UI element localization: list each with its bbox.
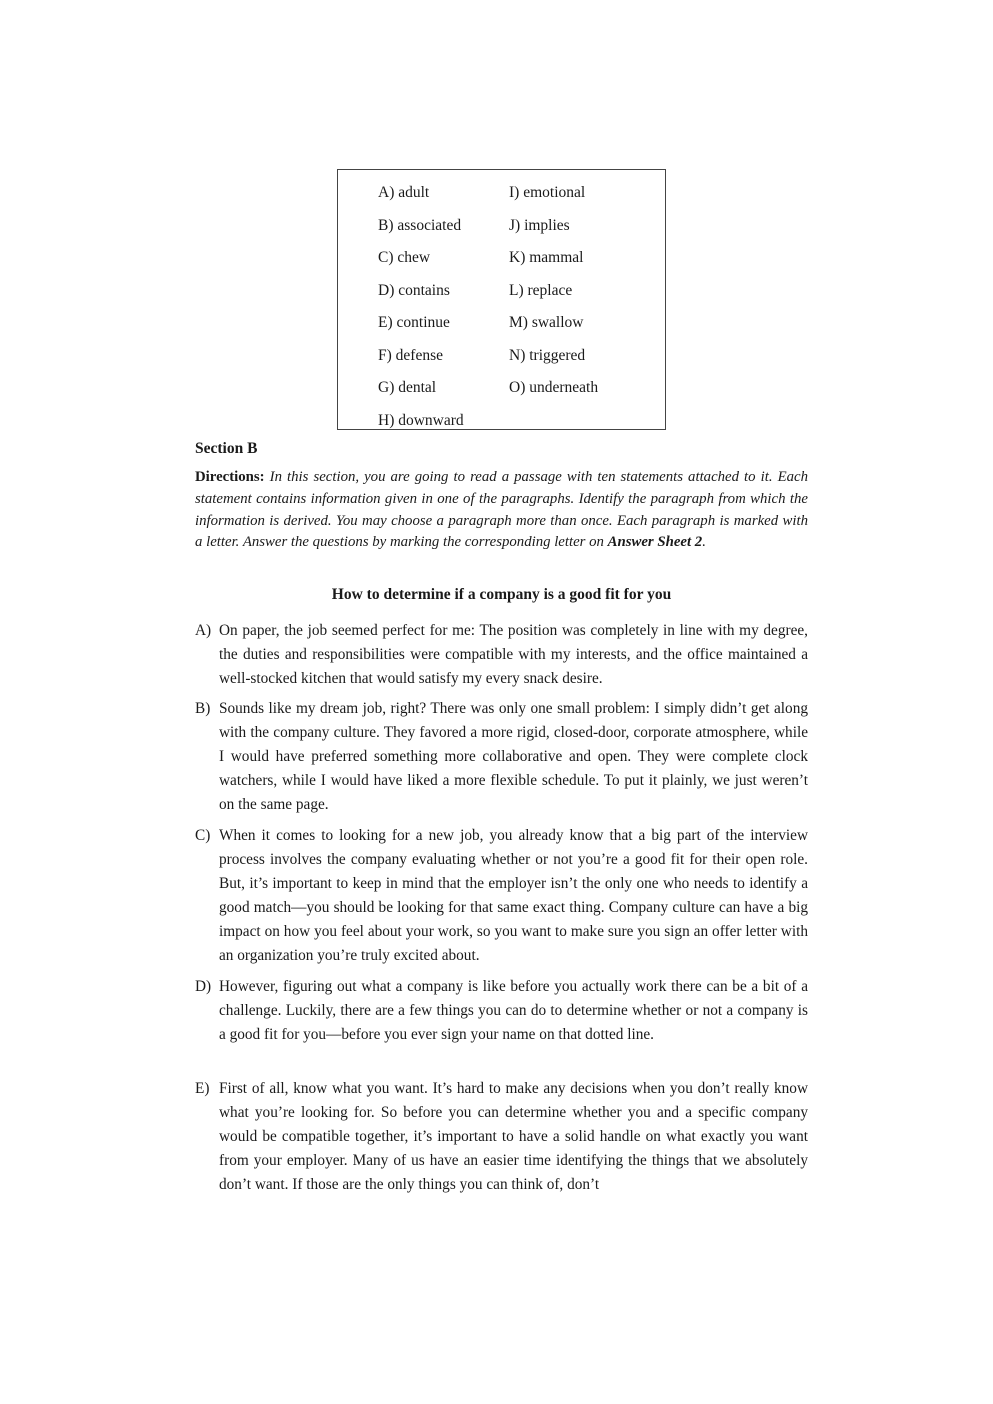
word-option: N) triggered xyxy=(509,346,586,364)
word-option: H) downward xyxy=(378,411,464,429)
paragraph-text: However, figuring out what a company is like before you actually work there can be a bit of a challenge. Luckily, there are a few things you can do to determine whether or not a company is a good fit for you—before you ever sign your name on that dotted line. xyxy=(219,978,808,1043)
directions-label: Directions: xyxy=(195,469,265,485)
word-option: L) replace xyxy=(509,281,573,299)
word-bank-right-column xyxy=(509,177,598,405)
word-option: B) associated xyxy=(378,216,462,234)
paragraph-c xyxy=(195,824,808,968)
word-option: I) emotional xyxy=(509,184,586,201)
word-option: K) mammal xyxy=(509,249,584,266)
paragraph-a xyxy=(195,619,808,691)
paragraph-letter: E) xyxy=(195,1080,210,1097)
word-option: G) dental xyxy=(378,379,437,396)
paragraph-b xyxy=(195,697,808,817)
word-option: J) implies xyxy=(509,216,570,234)
paragraph-letter: C) xyxy=(195,827,211,844)
word-option: D) contains xyxy=(378,281,450,299)
paragraph-text: First of all, know what you want. It’s hard to make any decisions when you don’t really know what you’re looking for. So before you can determine whether you and a specific company would be compatible together, it’s important to have a solid handle on what exactly you want from your employer. Many of us have an easier time identifying the things that we absolutely don’t want. If those are the only things you can think of, don’t xyxy=(219,1080,808,1193)
paragraph-text: Sounds like my dream job, right? There was only one small problem: I simply didn’t get along with the company culture. They favored a more rigid, closed-door, corporate atmosphere, while I would have preferred something more collaborative and open. They were complete clock watchers, while I would have liked a more flexible schedule. To put it plainly, we just weren’t on the same page. xyxy=(219,700,808,813)
paragraph-d xyxy=(195,975,808,1047)
directions-text: In this section, you are going to read a passage with ten statements attached to it. Each statement contains information given in one of the paragraphs. Identify the paragraph from which the information is derived. You may choose a paragraph more than once. Each paragraph is marked with a letter. Answer the questions by marking the corresponding letter on xyxy=(195,469,808,551)
word-option: F) defense xyxy=(378,346,443,364)
section-title: Section B xyxy=(195,440,258,457)
paragraph-letter: D) xyxy=(195,978,212,995)
paragraph-e xyxy=(195,1077,808,1197)
paragraph-text: When it comes to looking for a new job, you already know that a big part of the interview process involves the company evaluating whether or not you’re a good fit for their open role. But, it’s important to keep in mind that the employer isn’t the only one who needs to identify a good match—you should be looking for that same exact thing. Company culture can have a big impact on how you feel about your work, so you want to make sure you sign an offer letter with an organization you’re truly excited about. xyxy=(219,827,808,964)
word-option: A) adult xyxy=(378,184,430,201)
word-option: E) continue xyxy=(378,314,450,331)
word-option: O) underneath xyxy=(509,379,599,396)
answer-sheet-ref: Answer Sheet 2 xyxy=(607,534,703,551)
word-option: C) chew xyxy=(378,249,431,266)
paragraph-letter: A) xyxy=(195,622,212,639)
word-option: M) swallow xyxy=(509,314,584,331)
word-bank-left-column xyxy=(378,177,464,437)
word-bank-box xyxy=(337,169,666,430)
directions-end: . xyxy=(702,534,706,551)
passage-title: How to determine if a company is a good fit for you xyxy=(331,586,672,603)
directions xyxy=(195,467,808,554)
paragraph-text: On paper, the job seemed perfect for me: The position was completely in line with my degree, the duties and responsibilities were compatible with my interests, and the office maintained a well-stocked kitchen that would satisfy my every snack desire. xyxy=(219,622,808,687)
paragraph-letter: B) xyxy=(195,700,211,717)
